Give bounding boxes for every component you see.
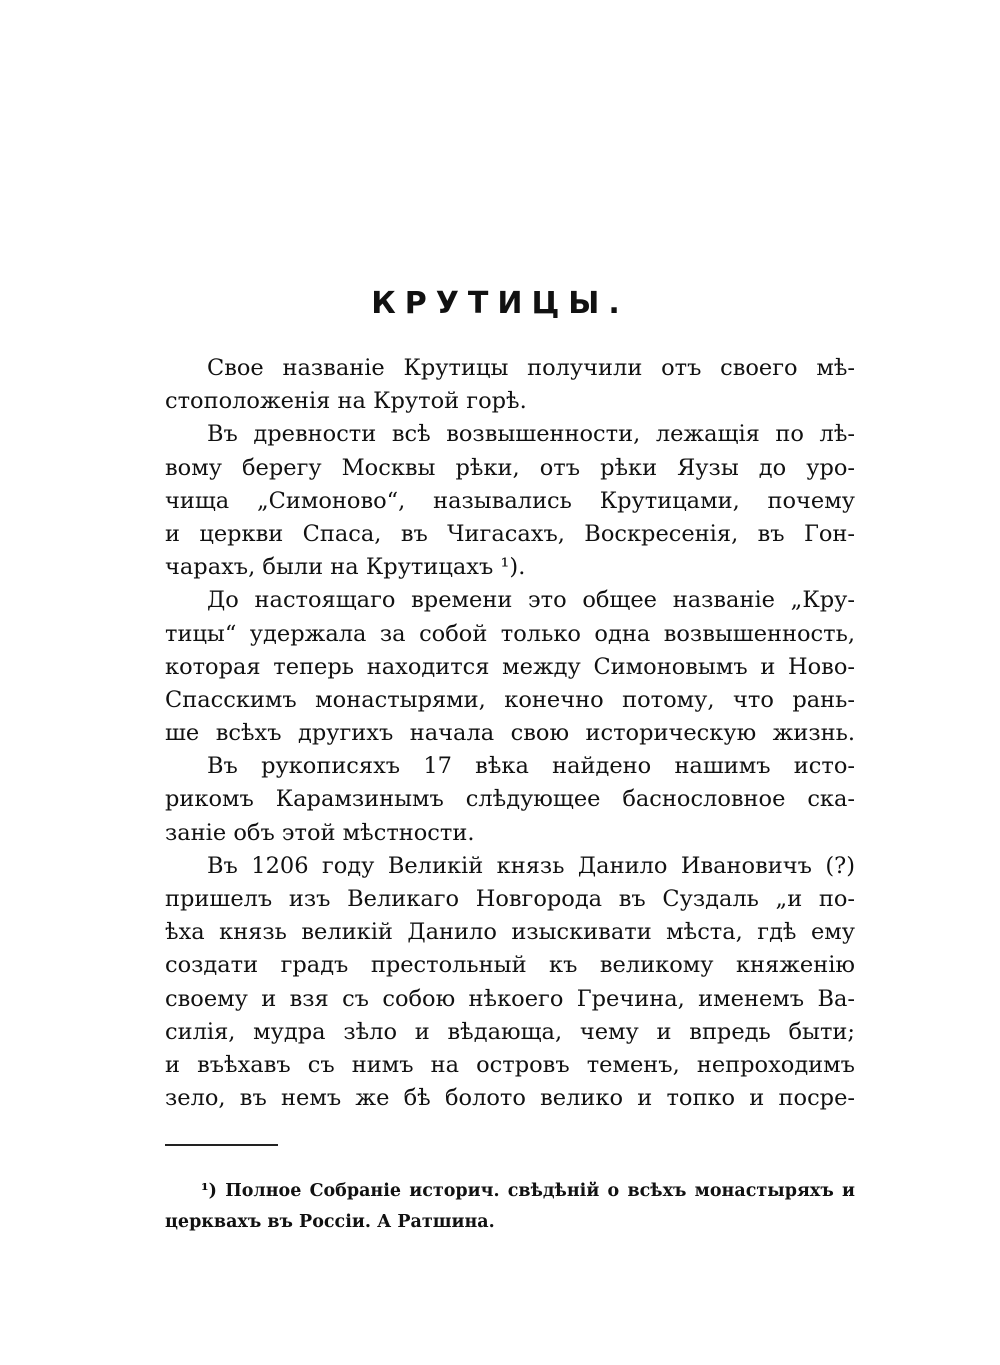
text-line: и церкви Спаса, въ Чигасахъ, Воскресенія, въ Гон- xyxy=(165,520,855,547)
text-line: Въ 1206 году Великій князь Данило Ивановичъ (?) xyxy=(207,852,855,879)
text-line: чища „Симоново“, назывались Крутицами, почему xyxy=(165,487,855,514)
footnote-line: ¹) Полное Собраніе историч. свѣдѣній о всѣхъ монастыряхъ и xyxy=(201,1181,855,1201)
text-line: ше всѣхъ другихъ начала свою историческую жизнь. xyxy=(165,720,855,747)
text-line: стоположенія на Крутой горѣ. xyxy=(165,388,527,415)
text-line: создати градъ престольный къ великому княженію xyxy=(165,952,855,979)
text-line: и въѣхавъ съ нимъ на островъ теменъ, непроходимъ xyxy=(165,1051,855,1078)
text-line: чарахъ, были на Крутицахъ ¹). xyxy=(165,554,526,581)
footnote-divider xyxy=(165,1144,278,1146)
text-line: своему и взя съ собою нѣкоего Гречина, именемъ Ва- xyxy=(165,985,855,1012)
chapter-title: КРУТИЦЫ. xyxy=(371,286,629,321)
footnote xyxy=(165,1176,855,1238)
text-line: заніе объ этой мѣстности. xyxy=(165,819,475,846)
text-line: Свое названіе Крутицы получили отъ своего мѣ- xyxy=(207,355,855,381)
text-line: пришелъ изъ Великаго Новгорода въ Суздаль „и по- xyxy=(165,886,855,912)
text-line: Въ древности всѣ возвышенности, лежащія по лѣ- xyxy=(207,421,855,448)
text-line: зело, въ немъ же бѣ болото велико и топко и посре- xyxy=(165,1085,855,1112)
text-line: Спасскимъ монастырями, конечно потому, что рань- xyxy=(165,686,855,713)
text-line: ѣха князь великій Данило изыскивати мѣста, гдѣ ему xyxy=(165,919,855,946)
text-line: тицы“ удержала за собой только одна возвышенность, xyxy=(165,620,855,647)
footnote-line: церквахъ въ Россіи. А Ратшина. xyxy=(165,1212,495,1232)
text-line: рикомъ Карамзинымъ слѣдующее баснословное ска- xyxy=(165,786,855,813)
text-line: которая теперь находится между Симоновымъ и Ново- xyxy=(165,653,855,680)
body-text xyxy=(165,352,855,1115)
text-line: силія, мудра зѣло и вѣдающа, чему и впредь быти; xyxy=(165,1018,855,1045)
text-line: вому берегу Москвы рѣки, отъ рѣки Яузы до уро- xyxy=(165,454,855,481)
text-line: До настоящаго времени это общее названіе „Кру- xyxy=(207,587,855,614)
text-line: Въ рукописяхъ 17 вѣка найдено нашимъ исто- xyxy=(207,753,855,780)
